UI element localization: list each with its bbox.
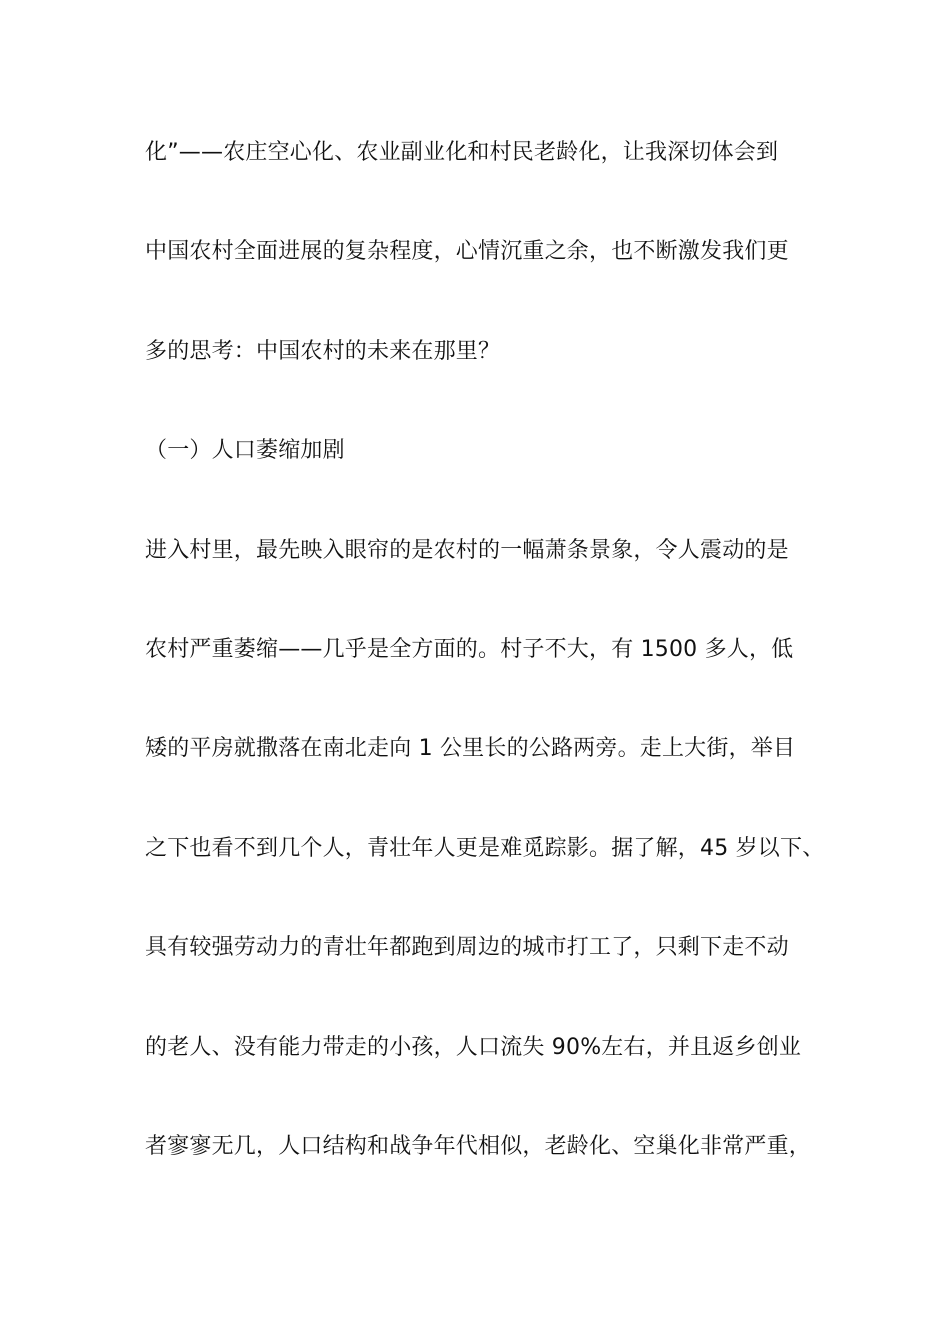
paragraph-line: 中国农村全面进展的复杂程度，心情沉重之余，也不断激发我们更 bbox=[145, 239, 789, 264]
paragraph-line: 之下也看不到几个人，青壮年人更是难觅踪影。据了解，45 岁以下、 bbox=[145, 836, 825, 861]
paragraph-line: 多的思考：中国农村的未来在那里？ bbox=[145, 339, 501, 364]
paragraph-line: 农村严重萎缩——几乎是全方面的。村子不大，有 1500 多人，低 bbox=[145, 637, 794, 662]
paragraph-line: 的老人、没有能力带走的小孩，人口流失 90%左右，并且返乡创业 bbox=[145, 1035, 802, 1060]
paragraph-line: 矮的平房就撒落在南北走向 1 公里长的公路两旁。走上大街，举目 bbox=[145, 736, 796, 761]
paragraph-line: 者寥寥无几，人口结构和战争年代相似，老龄化、空巢化非常严重， bbox=[145, 1134, 812, 1159]
section-heading: （一）人口萎缩加剧 bbox=[145, 438, 345, 463]
paragraph-line: 化”——农庄空心化、农业副业化和村民老龄化，让我深切体会到 bbox=[145, 140, 779, 165]
paragraph-line: 进入村里，最先映入眼帘的是农村的一幅萧条景象，令人震动的是 bbox=[145, 538, 789, 563]
paragraph-line: 具有较强劳动力的青壮年都跑到周边的城市打工了，只剩下走不动 bbox=[145, 935, 789, 960]
